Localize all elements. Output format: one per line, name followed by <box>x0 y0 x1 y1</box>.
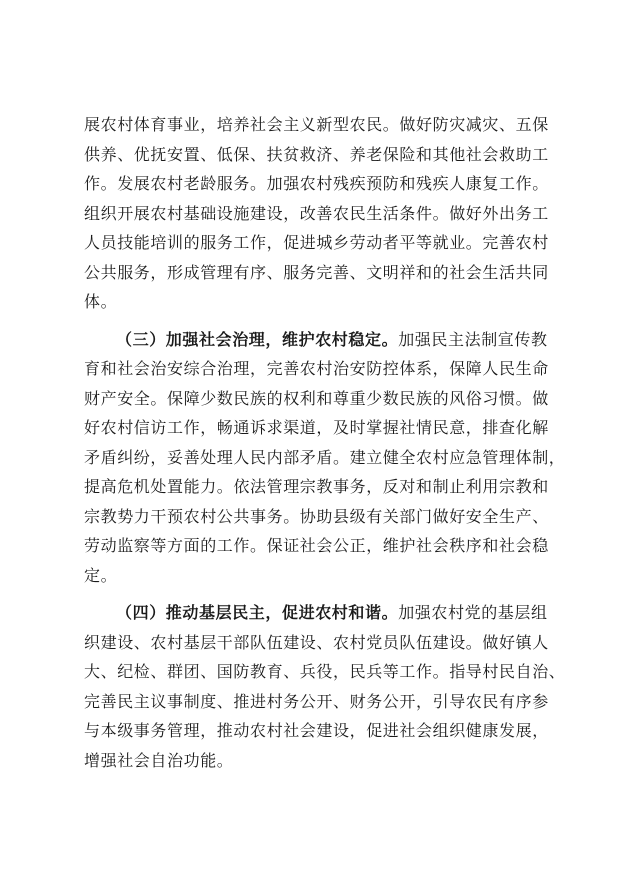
text-line: 公共服务，形成管理有序、服务完善、文明祥和的社会生活共同 <box>84 262 549 282</box>
section-heading-3: （三）加强社会治理，维护农村稳定。 <box>116 329 399 349</box>
text-line: 劳动监察等方面的工作。保证社会公正，维护社会秩序和社会稳 <box>84 536 549 555</box>
text-line: 大、纪检、群团、国防教育、兵役，民兵等工作。指导村民自治、 <box>84 662 566 681</box>
text-line: 宗教势力干预农村公共事务。协助县级有关部门做好安全生产、 <box>84 506 549 526</box>
text-line: 定。 <box>84 565 118 585</box>
text-line: 作。发展农村老龄服务。加强农村残疾预防和残疾人康复工作。 <box>84 174 549 193</box>
text-segment: 加强农村党的基层组 <box>398 603 548 622</box>
text-line: 织建设、农村基层干部队伍建设、农村党员队伍建设。做好镇人 <box>84 632 549 652</box>
text-segment: 加强民主法制宣传教 <box>398 329 548 349</box>
text-line: 供养、优抚安置、低保、扶贫救济、养老保险和其他社会救助工 <box>84 144 549 164</box>
text-line: 完善民主议事制度、推进村务公开、财务公开，引导农民有序参 <box>84 691 549 711</box>
text-line: 与本级事务管理，推动农村社会建设，促进社会组织健康发展， <box>84 721 549 740</box>
text-line: 体。 <box>84 292 118 311</box>
text-line <box>84 598 548 628</box>
text-line: 育和社会治安综合治理，完善农村治安防控体系，保障人民生命 <box>84 359 549 378</box>
text-line: 展农村体育事业，培养社会主义新型农民。做好防灾减灾、五保 <box>84 115 549 134</box>
paragraph-grassroots-democracy <box>84 598 566 775</box>
text-line: 矛盾纠纷，妥善处理人民内部矛盾。建立健全农村应急管理体制， <box>84 447 566 467</box>
paragraph-social-governance <box>84 325 566 591</box>
document-body <box>84 110 566 775</box>
paragraph-rural-services <box>84 110 549 317</box>
text-line <box>84 325 548 355</box>
text-line: 提高危机处置能力。依法管理宗教事务，反对和制止利用宗教和 <box>84 477 549 496</box>
section-heading-4: （四）推动基层民主，促进农村和谐。 <box>116 603 399 622</box>
text-line: 人员技能培训的服务工作，促进城乡劳动者平等就业。完善农村 <box>84 233 549 252</box>
text-line: 组织开展农村基础设施建设，改善农民生活条件。做好外出务工 <box>84 203 549 223</box>
text-line: 好农村信访工作，畅通诉求渠道，及时掌握社情民意，排查化解 <box>84 418 549 437</box>
text-line: 增强社会自治功能。 <box>84 750 234 770</box>
text-line: 财产安全。保障少数民族的权利和尊重少数民族的风俗习惯。做 <box>84 388 549 408</box>
